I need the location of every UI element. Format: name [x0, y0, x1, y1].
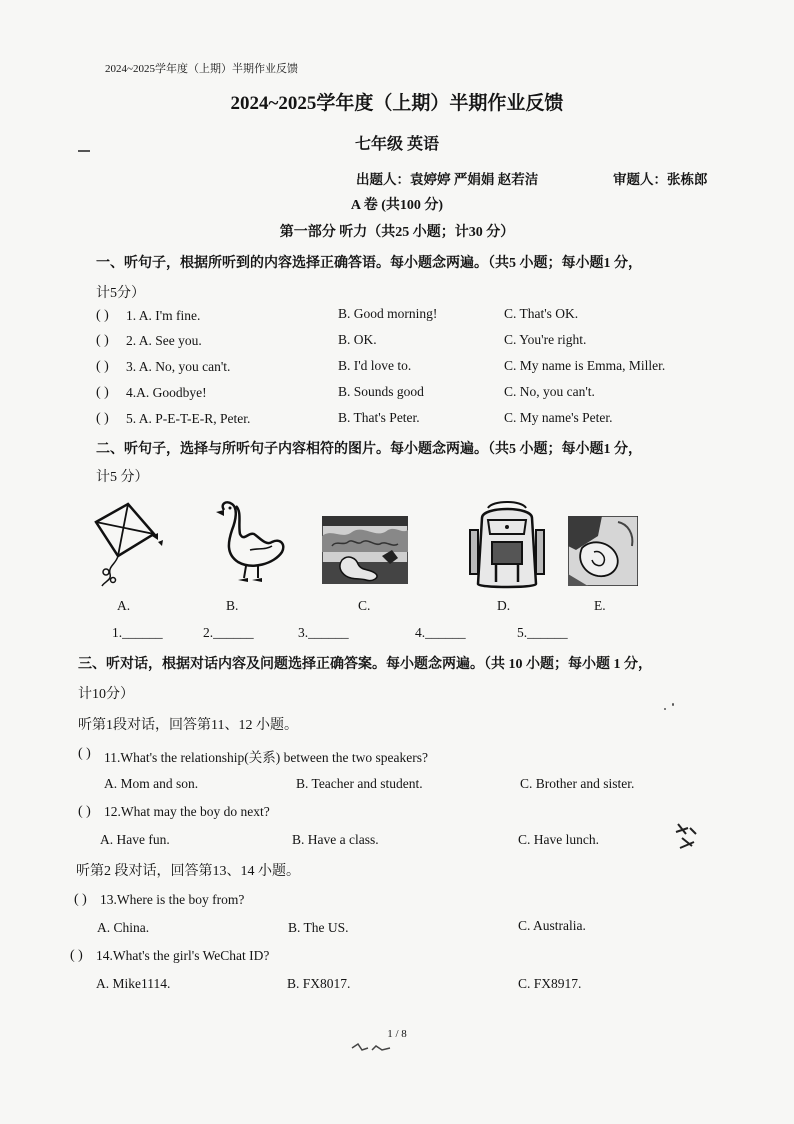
handwritten-mark	[672, 818, 704, 856]
photo-icon	[568, 516, 638, 586]
q12-option-b: B. Have a class.	[292, 832, 379, 847]
q13-option-b: B. The US.	[288, 920, 349, 935]
section2-score: 计5 分）	[96, 470, 149, 485]
goose-icon	[210, 498, 290, 586]
answer-paren[interactable]: ( )	[96, 333, 109, 348]
answer-paren[interactable]: ( )	[70, 948, 83, 963]
q14-option-b: B. FX8017.	[287, 976, 351, 991]
footer-smudge	[350, 1040, 394, 1054]
answer-blank-1[interactable]: 1.______	[112, 625, 163, 640]
answer-paren[interactable]: ( )	[74, 892, 87, 907]
section1-instruction: 一、听句子，根据所听到的内容选择正确答语。每小题念两遍。（共5 小题；每小题1 分，	[96, 256, 642, 271]
dialog1-heading: 听第1段对话，回答第11、12 小题。	[78, 718, 298, 733]
q13-stem: 13.Where is the boy from?	[100, 892, 245, 907]
q12-option-a: A. Have fun.	[100, 832, 170, 847]
q12-option-c: C. Have lunch.	[518, 832, 599, 847]
q14-option-a: A. Mike1114.	[96, 976, 171, 991]
q12-stem: 12.What may the boy do next?	[104, 804, 270, 819]
q2-option-a: 2. A. See you.	[126, 333, 202, 348]
q3-option-b: B. I'd love to.	[338, 358, 412, 373]
section3-instruction: 三、听对话，根据对话内容及问题选择正确答案。每小题念两遍。（共 10 小题；每小题 1 分，	[78, 657, 652, 672]
answer-blank-4[interactable]: 4.______	[415, 625, 466, 640]
q1-option-c: C. That's OK.	[504, 306, 579, 321]
q11-option-a: A. Mom and son.	[104, 776, 199, 791]
q4-option-a: 4.A. Goodbye!	[126, 385, 207, 400]
q1-option-b: B. Good morning!	[338, 306, 438, 321]
q5-option-b: B. That's Peter.	[338, 410, 420, 425]
landscape-photo	[322, 516, 408, 584]
q4-option-c: C. No, you can't.	[504, 384, 595, 399]
picture-label-d: D.	[497, 598, 511, 613]
answer-paren[interactable]: ( )	[96, 359, 109, 374]
part-one-heading: 第一部分 听力（共25 小题；计30 分）	[279, 225, 515, 240]
q5-option-a: 5. A. P-E-T-E-R, Peter.	[126, 411, 251, 426]
q3-option-c: C. My name is Emma, Miller.	[504, 358, 666, 373]
q11-stem: 11.What's the relationship(关系) between the two speakers?	[104, 750, 428, 765]
answer-paren[interactable]: ( )	[96, 385, 109, 400]
q3-option-a: 3. A. No, you can't.	[126, 359, 231, 374]
volume-heading: A 卷 (共100 分)	[350, 198, 444, 213]
scan-mark	[672, 703, 674, 706]
section1-score: 计5分）	[96, 286, 145, 301]
answer-blank-3[interactable]: 3.______	[298, 625, 349, 640]
q4-option-b: B. Sounds good	[338, 384, 424, 399]
q14-option-c: C. FX8917.	[518, 976, 582, 991]
picture-label-a: A.	[117, 598, 131, 613]
q2-option-b: B. OK.	[338, 332, 377, 347]
answer-paren[interactable]: ( )	[96, 411, 109, 426]
reviewer: 审题人：张栋郎	[613, 172, 708, 187]
header-small-title: 2024~2025学年度（上期）半期作业反馈	[105, 63, 298, 75]
dialog2-heading: 听第2 段对话，回答第13、14 小题。	[76, 864, 300, 879]
q13-option-c: C. Australia.	[518, 918, 586, 933]
answer-paren[interactable]: ( )	[78, 804, 91, 819]
section2-instruction: 二、听句子，选择与所听句子内容相符的图片。每小题念两遍。（共5 小题；每小题1 分，	[96, 442, 642, 457]
picture-label-e: E.	[594, 598, 606, 613]
picture-label-b: B.	[226, 598, 239, 613]
backpack-icon	[466, 500, 548, 592]
answer-blank-5[interactable]: 5.______	[517, 625, 568, 640]
picture-label-c: C.	[358, 598, 371, 613]
page-subtitle: 七年级 英语	[354, 136, 439, 153]
q2-option-c: C. You're right.	[504, 332, 587, 347]
q11-option-b: B. Teacher and student.	[296, 776, 423, 791]
kite-icon	[88, 500, 168, 590]
answer-blank-2[interactable]: 2.______	[203, 625, 254, 640]
q5-option-c: C. My name's Peter.	[504, 410, 613, 425]
answer-paren[interactable]: ( )	[78, 746, 91, 761]
answer-paren[interactable]: ( )	[96, 308, 109, 323]
section3-score: 计10分）	[78, 687, 134, 702]
q14-stem: 14.What's the girl's WeChat ID?	[96, 948, 270, 963]
q1-option-a: 1. A. I'm fine.	[126, 308, 201, 323]
scan-mark	[664, 708, 666, 710]
page-number: 1 / 8	[387, 1028, 407, 1040]
page-title: 2024~2025学年度（上期）半期作业反馈	[230, 93, 564, 114]
scan-mark	[78, 150, 90, 152]
q13-option-a: A. China.	[97, 920, 150, 935]
question-setters: 出题人：袁婷婷 严娟娟 赵若洁	[356, 172, 539, 187]
q11-option-c: C. Brother and sister.	[520, 776, 635, 791]
